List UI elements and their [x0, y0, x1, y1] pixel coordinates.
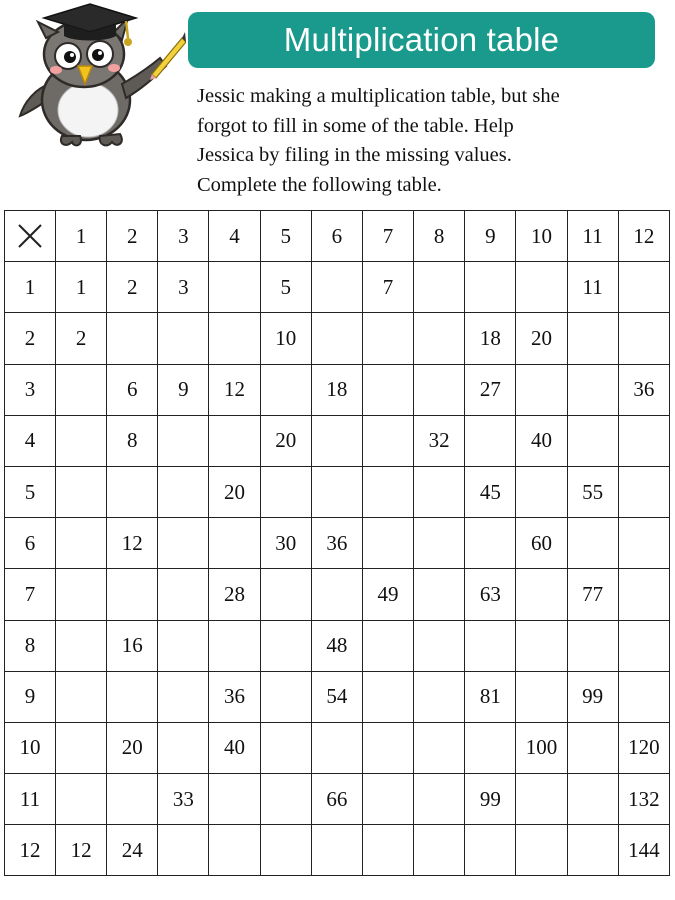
instruction-line: Complete the following table. [197, 173, 442, 196]
blank-cell[interactable] [567, 313, 618, 364]
row-header: 3 [5, 364, 56, 415]
table-cell: 20 [209, 466, 260, 517]
column-header: 12 [618, 211, 669, 262]
blank-cell[interactable] [209, 313, 260, 364]
table-row [5, 825, 670, 876]
blank-cell[interactable] [311, 466, 362, 517]
table-cell: 55 [567, 466, 618, 517]
table-cell: 99 [465, 774, 516, 825]
blank-cell[interactable] [362, 466, 413, 517]
header-row [5, 211, 670, 262]
blank-cell[interactable] [516, 569, 567, 620]
blank-cell[interactable] [414, 518, 465, 569]
blank-cell[interactable] [362, 620, 413, 671]
table-row [5, 466, 670, 517]
table-cell: 40 [516, 415, 567, 466]
table-row [5, 415, 670, 466]
blank-cell[interactable] [465, 262, 516, 313]
table-row [5, 518, 670, 569]
blank-cell[interactable] [414, 722, 465, 773]
blank-cell[interactable] [618, 620, 669, 671]
blank-cell[interactable] [158, 722, 209, 773]
table-cell: 12 [107, 518, 158, 569]
table-cell: 48 [311, 620, 362, 671]
blank-cell[interactable] [209, 415, 260, 466]
blank-cell[interactable] [618, 415, 669, 466]
column-header: 4 [209, 211, 260, 262]
table-cell: 45 [465, 466, 516, 517]
table-row [5, 671, 670, 722]
table-cell: 63 [465, 569, 516, 620]
table-cell: 12 [56, 825, 107, 876]
blank-cell[interactable] [107, 774, 158, 825]
blank-cell[interactable] [516, 671, 567, 722]
table-cell: 20 [516, 313, 567, 364]
row-header: 7 [5, 569, 56, 620]
blank-cell[interactable] [260, 620, 311, 671]
table-cell: 20 [260, 415, 311, 466]
blank-cell[interactable] [516, 364, 567, 415]
blank-cell[interactable] [260, 364, 311, 415]
table-cell: 2 [107, 262, 158, 313]
blank-cell[interactable] [260, 466, 311, 517]
table-cell: 36 [311, 518, 362, 569]
blank-cell[interactable] [107, 671, 158, 722]
table-cell: 36 [209, 671, 260, 722]
column-header: 8 [414, 211, 465, 262]
blank-cell[interactable] [311, 415, 362, 466]
blank-cell[interactable] [56, 415, 107, 466]
row-header: 1 [5, 262, 56, 313]
blank-cell[interactable] [362, 364, 413, 415]
blank-cell[interactable] [567, 364, 618, 415]
blank-cell[interactable] [260, 722, 311, 773]
blank-cell[interactable] [362, 671, 413, 722]
column-header: 6 [311, 211, 362, 262]
table-cell: 16 [107, 620, 158, 671]
times-icon [17, 223, 43, 249]
blank-cell[interactable] [414, 774, 465, 825]
table-cell: 99 [567, 671, 618, 722]
table-cell: 10 [260, 313, 311, 364]
table-cell: 60 [516, 518, 567, 569]
blank-cell[interactable] [567, 722, 618, 773]
blank-cell[interactable] [465, 825, 516, 876]
multiplication-table [4, 210, 670, 876]
table-cell: 8 [107, 415, 158, 466]
blank-cell[interactable] [465, 415, 516, 466]
blank-cell[interactable] [260, 569, 311, 620]
corner-cell [5, 211, 56, 262]
table-row [5, 774, 670, 825]
blank-cell[interactable] [158, 671, 209, 722]
blank-cell[interactable] [56, 569, 107, 620]
table-cell: 36 [618, 364, 669, 415]
table-cell: 28 [209, 569, 260, 620]
blank-cell[interactable] [158, 466, 209, 517]
row-header: 8 [5, 620, 56, 671]
table-row [5, 313, 670, 364]
blank-cell[interactable] [618, 671, 669, 722]
blank-cell[interactable] [260, 774, 311, 825]
blank-cell[interactable] [618, 262, 669, 313]
blank-cell[interactable] [567, 415, 618, 466]
table-cell: 5 [260, 262, 311, 313]
instruction-line: forgot to fill in some of the table. Help [197, 114, 514, 137]
blank-cell[interactable] [209, 620, 260, 671]
blank-cell[interactable] [414, 313, 465, 364]
table-row [5, 262, 670, 313]
blank-cell[interactable] [311, 722, 362, 773]
blank-cell[interactable] [311, 262, 362, 313]
blank-cell[interactable] [414, 825, 465, 876]
blank-cell[interactable] [567, 518, 618, 569]
table-cell: 7 [362, 262, 413, 313]
blank-cell[interactable] [158, 313, 209, 364]
blank-cell[interactable] [260, 671, 311, 722]
column-header: 9 [465, 211, 516, 262]
blank-cell[interactable] [56, 518, 107, 569]
table-cell: 77 [567, 569, 618, 620]
blank-cell[interactable] [158, 569, 209, 620]
table-cell: 100 [516, 722, 567, 773]
instruction-line: Jessic making a multiplication table, but she [197, 85, 560, 107]
table-row [5, 569, 670, 620]
blank-cell[interactable] [56, 774, 107, 825]
blank-cell[interactable] [414, 262, 465, 313]
blank-cell[interactable] [618, 313, 669, 364]
table-cell: 9 [158, 364, 209, 415]
table-row [5, 364, 670, 415]
blank-cell[interactable] [516, 620, 567, 671]
table-cell: 27 [465, 364, 516, 415]
blank-cell[interactable] [56, 364, 107, 415]
blank-cell[interactable] [465, 620, 516, 671]
table-cell: 49 [362, 569, 413, 620]
column-header: 11 [567, 211, 618, 262]
column-header: 7 [362, 211, 413, 262]
column-header: 2 [107, 211, 158, 262]
column-header: 10 [516, 211, 567, 262]
blank-cell[interactable] [209, 825, 260, 876]
blank-cell[interactable] [158, 620, 209, 671]
blank-cell[interactable] [516, 774, 567, 825]
blank-cell[interactable] [362, 774, 413, 825]
column-header: 5 [260, 211, 311, 262]
table-cell: 24 [107, 825, 158, 876]
table-cell: 2 [56, 313, 107, 364]
blank-cell[interactable] [311, 825, 362, 876]
blank-cell[interactable] [567, 825, 618, 876]
table-cell: 120 [618, 722, 669, 773]
blank-cell[interactable] [414, 364, 465, 415]
row-header: 4 [5, 415, 56, 466]
blank-cell[interactable] [362, 313, 413, 364]
blank-cell[interactable] [567, 620, 618, 671]
blank-cell[interactable] [465, 518, 516, 569]
title-banner [188, 12, 655, 68]
row-header: 10 [5, 722, 56, 773]
table-cell: 40 [209, 722, 260, 773]
table-cell: 30 [260, 518, 311, 569]
blank-cell[interactable] [414, 466, 465, 517]
blank-cell[interactable] [260, 825, 311, 876]
blank-cell[interactable] [414, 671, 465, 722]
table-cell: 33 [158, 774, 209, 825]
table-cell: 11 [567, 262, 618, 313]
table-cell: 32 [414, 415, 465, 466]
row-header: 11 [5, 774, 56, 825]
table-cell: 12 [209, 364, 260, 415]
blank-cell[interactable] [414, 569, 465, 620]
instructions-text [197, 82, 667, 200]
table-cell: 18 [465, 313, 516, 364]
table-cell: 20 [107, 722, 158, 773]
blank-cell[interactable] [618, 518, 669, 569]
blank-cell[interactable] [158, 518, 209, 569]
blank-cell[interactable] [311, 569, 362, 620]
blank-cell[interactable] [516, 466, 567, 517]
blank-cell[interactable] [209, 774, 260, 825]
table-row [5, 620, 670, 671]
blank-cell[interactable] [56, 466, 107, 517]
blank-cell[interactable] [362, 415, 413, 466]
blank-cell[interactable] [618, 569, 669, 620]
blank-cell[interactable] [209, 518, 260, 569]
column-header: 1 [56, 211, 107, 262]
blank-cell[interactable] [362, 722, 413, 773]
blank-cell[interactable] [516, 262, 567, 313]
instruction-line: Jessica by filing in the missing values. [197, 144, 512, 166]
blank-cell[interactable] [618, 466, 669, 517]
blank-cell[interactable] [465, 722, 516, 773]
blank-cell[interactable] [362, 825, 413, 876]
blank-cell[interactable] [158, 415, 209, 466]
row-header: 5 [5, 466, 56, 517]
blank-cell[interactable] [107, 313, 158, 364]
table-row [5, 722, 670, 773]
blank-cell[interactable] [56, 671, 107, 722]
table-cell: 1 [56, 262, 107, 313]
blank-cell[interactable] [56, 722, 107, 773]
blank-cell[interactable] [158, 825, 209, 876]
table-cell: 54 [311, 671, 362, 722]
blank-cell[interactable] [107, 569, 158, 620]
table-cell: 81 [465, 671, 516, 722]
table-cell: 3 [158, 262, 209, 313]
table-cell: 18 [311, 364, 362, 415]
row-header: 2 [5, 313, 56, 364]
row-header: 9 [5, 671, 56, 722]
blank-cell[interactable] [311, 313, 362, 364]
blank-cell[interactable] [209, 262, 260, 313]
table-cell: 66 [311, 774, 362, 825]
blank-cell[interactable] [567, 774, 618, 825]
owl-teacher-illustration [14, 2, 186, 152]
blank-cell[interactable] [362, 518, 413, 569]
table-cell: 132 [618, 774, 669, 825]
blank-cell[interactable] [56, 620, 107, 671]
blank-cell[interactable] [414, 620, 465, 671]
blank-cell[interactable] [516, 825, 567, 876]
column-header: 3 [158, 211, 209, 262]
table-cell: 6 [107, 364, 158, 415]
row-header: 6 [5, 518, 56, 569]
page-title: Multiplication table [283, 21, 560, 58]
blank-cell[interactable] [107, 466, 158, 517]
row-header: 12 [5, 825, 56, 876]
table-cell: 144 [618, 825, 669, 876]
